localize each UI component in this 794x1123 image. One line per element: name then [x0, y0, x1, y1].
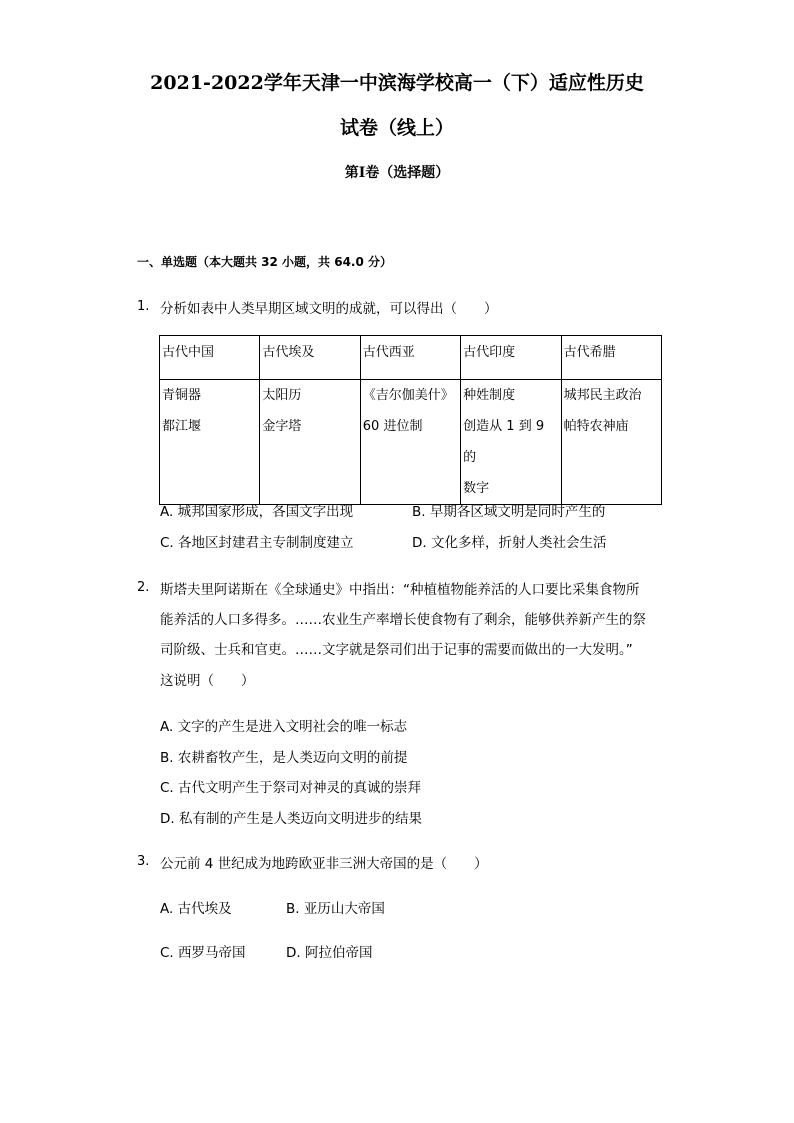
- q3-option-a[interactable]: A. 古代埃及: [160, 901, 232, 917]
- q3-option-c[interactable]: C. 西罗马帝国: [160, 945, 246, 961]
- cell-line: 种姓制度: [463, 388, 516, 403]
- cell-line: 太阳历: [262, 388, 302, 403]
- question-2-line: 司阶级、士兵和官吏。……文字就是祭司们出于记事的需要而做出的一大发明。”: [160, 642, 633, 658]
- question-1-stem: 分析如表中人类早期区域文明的成就，可以得出（ ）: [160, 301, 498, 317]
- question-2-line: 斯塔夫里阿诺斯在《全球通史》中指出：“种植植物能养活的人口要比采集食物所: [160, 582, 640, 598]
- section-heading: 一、单选题（本大题共 32 小题，共 64.0 分）: [137, 255, 393, 269]
- question-3-stem: 公元前 4 世纪成为地跨欧亚非三洲大帝国的是（ ）: [160, 856, 488, 872]
- q2-option-d[interactable]: D. 私有制的产生是人类迈向文明进步的结果: [160, 811, 422, 827]
- cell-line: 60 进位制: [362, 419, 423, 434]
- question-2-line: 这说明（ ）: [160, 673, 255, 689]
- exam-title-line1: 2021-2022学年天津一中滨海学校高一（下）适应性历史: [150, 72, 644, 94]
- q1-option-d[interactable]: D. 文化多样，折射人类社会生活: [412, 535, 607, 551]
- q2-option-c[interactable]: C. 古代文明产生于祭司对神灵的真诚的崇拜: [160, 780, 422, 796]
- table-header-cell: 古代西亚: [360, 336, 460, 380]
- q3-option-b[interactable]: B. 亚历山大帝国: [286, 901, 385, 917]
- cell-line: 城邦民主政治: [563, 388, 642, 403]
- table-header-cell: 古代印度: [461, 336, 561, 380]
- q1-option-a[interactable]: A. 城邦国家形成，各国文字出现: [160, 504, 354, 520]
- q2-option-a[interactable]: A. 文字的产生是进入文明社会的唯一标志: [160, 719, 408, 735]
- cell-line: 青铜器: [162, 388, 202, 403]
- civilization-table: [159, 335, 662, 505]
- question-1-number: 1.: [137, 299, 150, 314]
- q2-option-b[interactable]: B. 农耕畜牧产生，是人类迈向文明的前提: [160, 750, 408, 766]
- table-header-row: [160, 336, 662, 380]
- q1-option-c[interactable]: C. 各地区封建君主专制制度建立: [160, 535, 354, 551]
- table-cell-india: [461, 380, 561, 505]
- table-header-cell: 古代埃及: [260, 336, 360, 380]
- question-2-line: 能养活的人口多得多。……农业生产率增长使食物有了剩余，能够供养新产生的祭: [160, 612, 646, 628]
- q1-option-b[interactable]: B. 早期各区域文明是同时产生的: [412, 504, 606, 520]
- table-header-cell: 古代希腊: [561, 336, 661, 380]
- cell-line: 帕特农神庙: [563, 419, 629, 434]
- cell-line: 创造从 1 到 9 的: [463, 419, 545, 465]
- table-cell-west-asia: [360, 380, 460, 505]
- question-2-number: 2.: [137, 580, 150, 595]
- exam-title-line2: 试卷（线上）: [339, 117, 454, 139]
- q3-option-d[interactable]: D. 阿拉伯帝国: [286, 945, 373, 961]
- cell-line: 金字塔: [262, 419, 302, 434]
- table-cell-china: [160, 380, 260, 505]
- volume-heading: 第I卷（选择题）: [344, 165, 450, 181]
- cell-line: 数字: [463, 481, 490, 496]
- table-header-cell: 古代中国: [160, 336, 260, 380]
- table-cell-egypt: [260, 380, 360, 505]
- table-cell-greece: [561, 380, 661, 505]
- cell-line: 都江堰: [162, 419, 202, 434]
- cell-line: 《吉尔伽美什》: [362, 388, 454, 403]
- question-3-number: 3.: [137, 854, 150, 869]
- table-body-row: [160, 380, 662, 505]
